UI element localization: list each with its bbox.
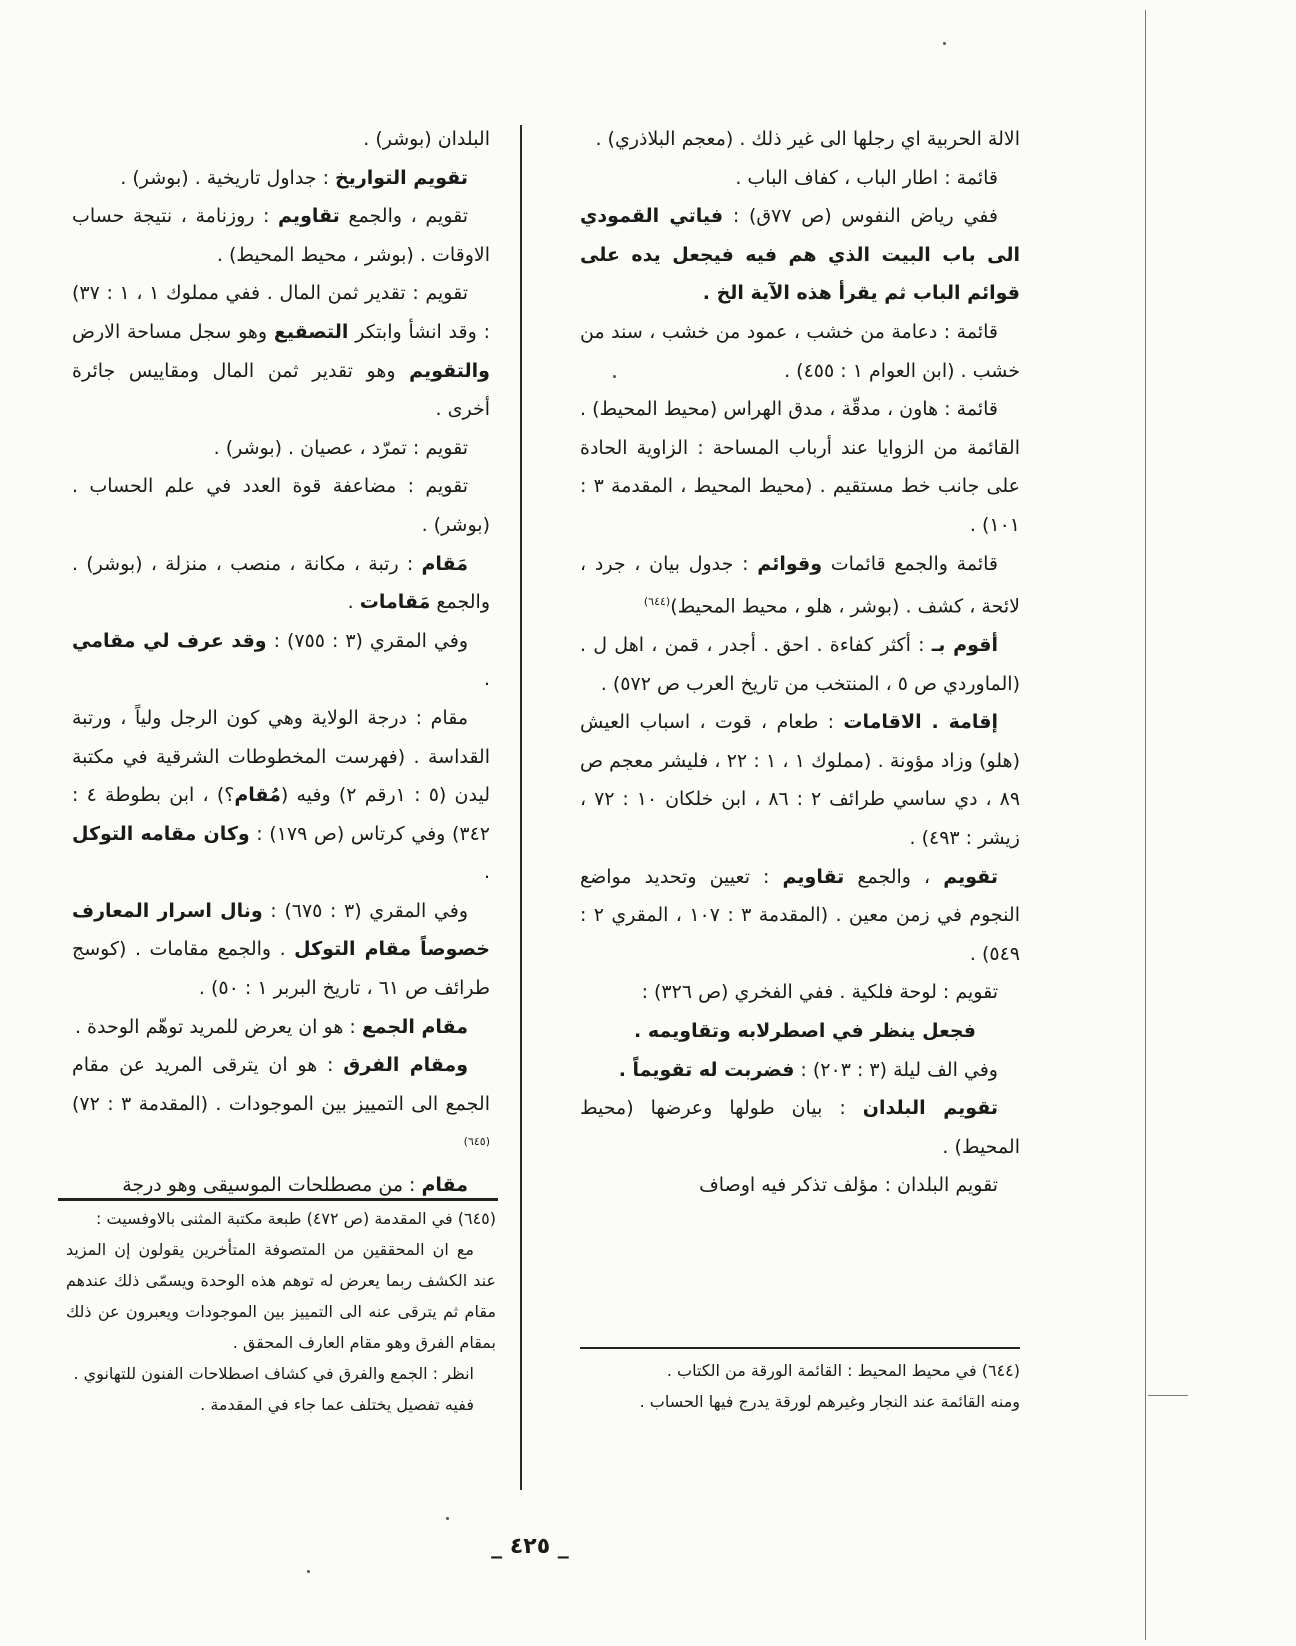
paragraph — [580, 858, 1020, 974]
bold-quote: فضربت له تقويماً . — [618, 1058, 795, 1081]
page-number: _ ٤٢٥ _ — [491, 1534, 569, 1559]
footnotes-left — [66, 1203, 496, 1420]
scan-speck — [943, 42, 946, 45]
text: : تعيين وتحديد مواضع النجوم في زمن معين . (المقدمة ٣ : ١٠٧ ، المقري ٢ : ٥٤٩) . — [580, 865, 1020, 965]
paragraph — [72, 892, 490, 1008]
text: : جداول تاريخية . (بوشر) . — [120, 166, 336, 189]
paragraph — [580, 159, 1020, 198]
paragraph — [580, 197, 1020, 313]
text: : جدول بيان ، جرد ، لائحة ، كشف . (بوشر ، هلو ، محيط المحيط) — [580, 552, 1020, 618]
scan-speck — [446, 1517, 449, 1520]
bold-term: مُقام — [234, 784, 281, 807]
text: وفي المقري (٣ : ٦٧٥) : — [262, 899, 468, 922]
bold-quote: فجعل ينظر في اصطرلابه وتقاويمه . — [634, 1019, 976, 1042]
bold-quote: وكان مقامه التوكل — [72, 822, 250, 845]
bold-quote: فياتي القمودي الى باب البيت الذي هم فيه فيجعل يده على قوائم الباب ثم يقرأ هذه الآية الخ . — [580, 205, 1020, 305]
paragraph — [72, 159, 490, 198]
bold-quote: وقد عرف لي مقامي — [72, 629, 267, 652]
paragraph — [580, 1089, 1020, 1166]
footnote: ففيه تفصيل يختلف عما جاء في المقدمة . — [200, 1395, 474, 1414]
paragraph — [72, 545, 490, 622]
right-column — [580, 120, 1020, 1205]
text: وهو تقدير ثمن المال ومقاييس جائرة أخرى . — [72, 359, 490, 421]
paragraph — [72, 1008, 490, 1047]
bold-term: ومقام الفرق — [343, 1054, 468, 1077]
scan-speck — [307, 1570, 310, 1573]
paragraph — [580, 1051, 1020, 1090]
text: ، والجمع — [844, 865, 944, 888]
text: تقويم : لوحة فلكية . ففي الفخري (ص ٣٢٦) : — [641, 981, 998, 1004]
bold-quote: ونال اسرار المعارف خصوصاً مقام التوكل — [72, 899, 490, 961]
text: . — [347, 591, 360, 614]
text: تقويم ، والجمع — [339, 205, 468, 228]
bold-term: مَقامات — [359, 591, 431, 614]
text: قائمة : دعامة من خشب ، عمود من خشب ، سند من خشب . (ابن العوام ١ : ٤٥٥) . — [580, 320, 1020, 382]
text: مقام : درجة الولاية وهي كون الرجل ولياً ، ورتبة القداسة . (فهرست المخطوطات الشرقية في مكتبة ليدن (٥ : ١رقم ٢) وفيه ( — [72, 706, 490, 807]
paragraph — [580, 390, 1020, 544]
text: : روزنامة ، نتيجة حساب الاوقات . (بوشر ، محيط المحيط) . — [72, 205, 490, 266]
paragraph — [580, 313, 1020, 390]
text: تقويم : مضاعفة قوة العدد في علم الحساب . (بوشر) . — [72, 475, 490, 536]
bold-term: التصقيع — [273, 320, 349, 343]
paragraph — [72, 120, 490, 159]
paragraph — [72, 1046, 490, 1166]
text: تقويم : تمرّد ، عصيان . (بوشر) . — [213, 436, 468, 459]
text: . والجمع مقامات . (كوسج طرائف ص ٦١ ، تاريخ البربر ١ : ٥٠) . — [72, 938, 490, 1000]
scan-edge-line — [1145, 10, 1146, 1640]
text: البلدان (بوشر) . — [363, 128, 490, 150]
footnote: (٦٤٥) في المقدمة (ص ٤٧٢) طبعة مكتبة المثنى بالاوفسيت : — [96, 1209, 496, 1228]
paragraph — [580, 1166, 1020, 1205]
text: قائمة والجمع قائمات — [822, 552, 999, 575]
footnote-rule — [58, 1198, 498, 1201]
scan-edge-line — [1148, 1395, 1188, 1396]
left-column — [72, 120, 490, 1205]
footnote-ref: (٦٤٤) — [643, 595, 671, 609]
paragraph — [72, 274, 490, 428]
text: : أكثر كفاءة . احق . أجدر ، قمن ، اهل ل . (الماوردي ص ٥ ، المنتخب من تاريخ العرب ص ٥٧٢) . — [580, 634, 1020, 695]
column-divider — [520, 125, 522, 1490]
paragraph — [580, 120, 1020, 159]
text: الالة الحربية اي رجلها الى غير ذلك . (معجم البلاذري) . — [595, 128, 1020, 150]
text: وفي المقري (٣ : ٧٥٥) : — [266, 629, 468, 652]
text: : هو ان يعرض للمريد توهّم الوحدة . — [74, 1015, 362, 1038]
paragraph — [72, 699, 490, 892]
text: ؟) ، ابن بطوطة ٤ : ٣٤٢) وفي كرتاس (ص ١٧٩) : — [72, 784, 490, 845]
footnote: مع ان المحققين من المتصوفة المتأخرين يقولون إن المزيد عند الكشف ربما يعرض له توهم هذه الوحدة ويسمّى ذلك عندهم مقام ثم يترقى عنه الى التمييز بين الموجودات ويعبرون عن ذلك بمقام الفرق وهو مقام العارف المحقق . — [66, 1240, 496, 1352]
text: وهو سجل مساحة الارض — [72, 320, 274, 343]
footnote: (٦٤٤) في محيط المحيط : القائمة الورقة من الكتاب . — [666, 1361, 1020, 1380]
paragraph — [580, 626, 1020, 703]
paragraph — [580, 1012, 1020, 1051]
footnote-ref: (٦٤٥) — [463, 1135, 490, 1149]
text: وفي الف ليلة (٣ : ٢٠٣) : — [794, 1058, 998, 1081]
paragraph — [72, 429, 490, 468]
text: : هو ان يترقى المريد عن مقام الجمع الى التمييز بين الموجودات . (المقدمة ٣ : ٧٢) — [72, 1054, 490, 1115]
paragraph — [72, 622, 490, 699]
bold-term: تقويم البلدان — [862, 1097, 999, 1120]
bold-term: تقويم — [943, 865, 998, 888]
text: ففي رياض النفوس (ص ٧٧ق) : — [723, 205, 998, 228]
text: قائمة : اطار الباب ، كفاف الباب . — [735, 166, 998, 189]
paragraph — [580, 703, 1020, 857]
bold-term: والتقويم — [409, 359, 490, 382]
text: : رتبة ، مكانة ، منصب ، منزلة ، (بوشر) . والجمع — [72, 552, 490, 614]
bold-term: أقوم بـ — [931, 634, 998, 657]
paragraph — [72, 467, 490, 544]
text: قائمة : هاون ، مدقّة ، مدق الهراس (محيط المحيط) . القائمة من الزوايا عند أرباب المساحة : الزاوية الحادة على جانب خط مستقيم . (محيط المحيط ، المقدمة ٣ : ١٠١) . — [580, 398, 1020, 536]
bold-term: إقامة . الاقامات — [843, 711, 998, 734]
text: : طعام ، قوت ، اسباب العيش (هلو) وزاد مؤونة . (مملوك ١ ، ١ : ٢٢ ، فليشر معجم ص ٨٩ ، دي ساسي طرائف ٢ : ٨٦ ، ابن خلكان ١٠ : ٧٢ ، زيشر : ٤٩٣) . — [580, 711, 1021, 850]
bold-term: مَقام — [421, 552, 468, 575]
text: . — [483, 861, 490, 884]
paragraph — [580, 545, 1020, 627]
bold-term: تقاويم — [782, 865, 845, 888]
paragraph — [580, 973, 1020, 1012]
text: تقويم : تقدير ثمن المال . ففي مملوك ١ ، ١ : ٣٧) : وقد انشأ وابتكر — [72, 282, 490, 343]
bold-term: مقام الجمع — [361, 1015, 468, 1038]
bold-term: وقوائم — [757, 552, 823, 575]
footnote: انظر : الجمع والفرق في كشاف اصطلاحات الفنون للتهانوي . — [73, 1364, 474, 1383]
bold-term: مقام — [421, 1174, 468, 1197]
footnotes-right — [600, 1355, 1020, 1417]
text: : بيان طولها وعرضها (محيط المحيط) . — [580, 1097, 1020, 1158]
footnote: ومنه القائمة عند النجار وغيرهم لورقة يدرج فيها الحساب . — [639, 1392, 1020, 1411]
scan-speck — [613, 375, 616, 378]
text: . — [483, 668, 490, 691]
paragraph — [72, 197, 490, 274]
text: تقويم البلدان : مؤلف تذكر فيه اوصاف — [699, 1174, 998, 1197]
bold-term: تقاويم — [278, 205, 340, 228]
footnote-rule — [580, 1347, 1020, 1349]
text: : من مصطلحات الموسيقى وهو درجة — [122, 1174, 422, 1197]
bold-term: تقويم التواريخ — [335, 166, 468, 189]
